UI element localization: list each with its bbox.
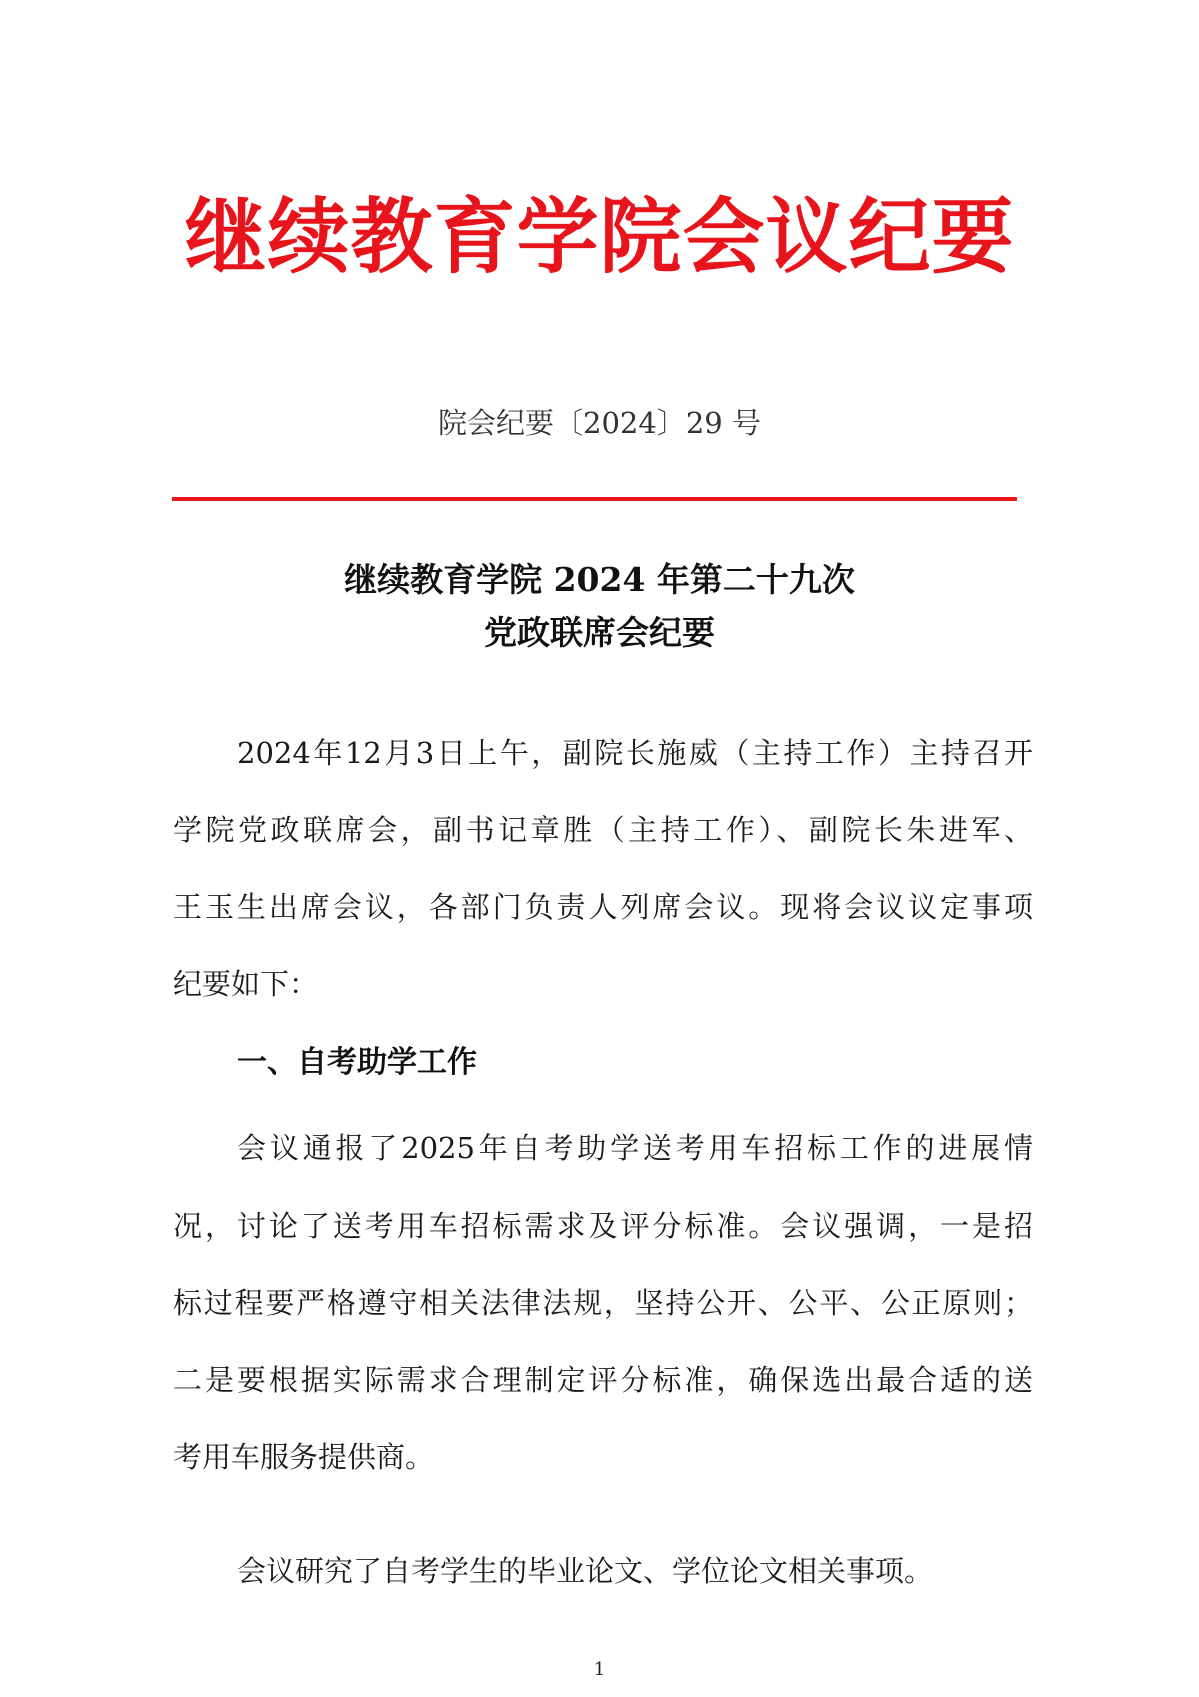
page-number: 1 [593, 1659, 606, 1680]
section-1-para-1-line-3: 标过程要严格遵守相关法律法规，坚持公开、公平、公正原则； [173, 1286, 1033, 1320]
section-1-para-1-line-4: 二是要根据实际需求合理制定评分标准，确保选出最合适的送 [173, 1363, 1033, 1397]
section-1-para-1-line-2: 况，讨论了送考用车招标需求及评分标准。会议强调，一是招 [173, 1209, 1033, 1243]
section-1-para-1-line-5: 考用车服务提供商。 [173, 1440, 435, 1474]
section-1-para-2-line-1: 会议研究了自考学生的毕业论文、学位论文相关事项。 [237, 1554, 934, 1588]
document-title-line-2: 党政联席会纪要 [484, 613, 715, 652]
document-number: 院会纪要〔2024〕29 号 [438, 406, 761, 440]
section-1-heading: 一、自考助学工作 [237, 1045, 477, 1080]
intro-line-2: 学院党政联席会，副书记章胜（主持工作）、副院长朱进军、 [173, 813, 1033, 847]
masthead-title: 继续教育学院会议纪要 [184, 190, 1015, 285]
intro-line-3: 王玉生出席会议，各部门负责人列席会议。现将会议议定事项 [173, 890, 1033, 924]
intro-line-1: 2024年12月3日上午，副院长施威（主持工作）主持召开 [237, 736, 1033, 770]
document-title-line-1: 继续教育学院 2024 年第二十九次 [344, 560, 855, 599]
intro-line-4: 纪要如下： [173, 967, 319, 1001]
section-1-para-1-line-1: 会议通报了2025年自考助学送考用车招标工作的进展情 [237, 1131, 1033, 1165]
red-divider [172, 497, 1017, 501]
